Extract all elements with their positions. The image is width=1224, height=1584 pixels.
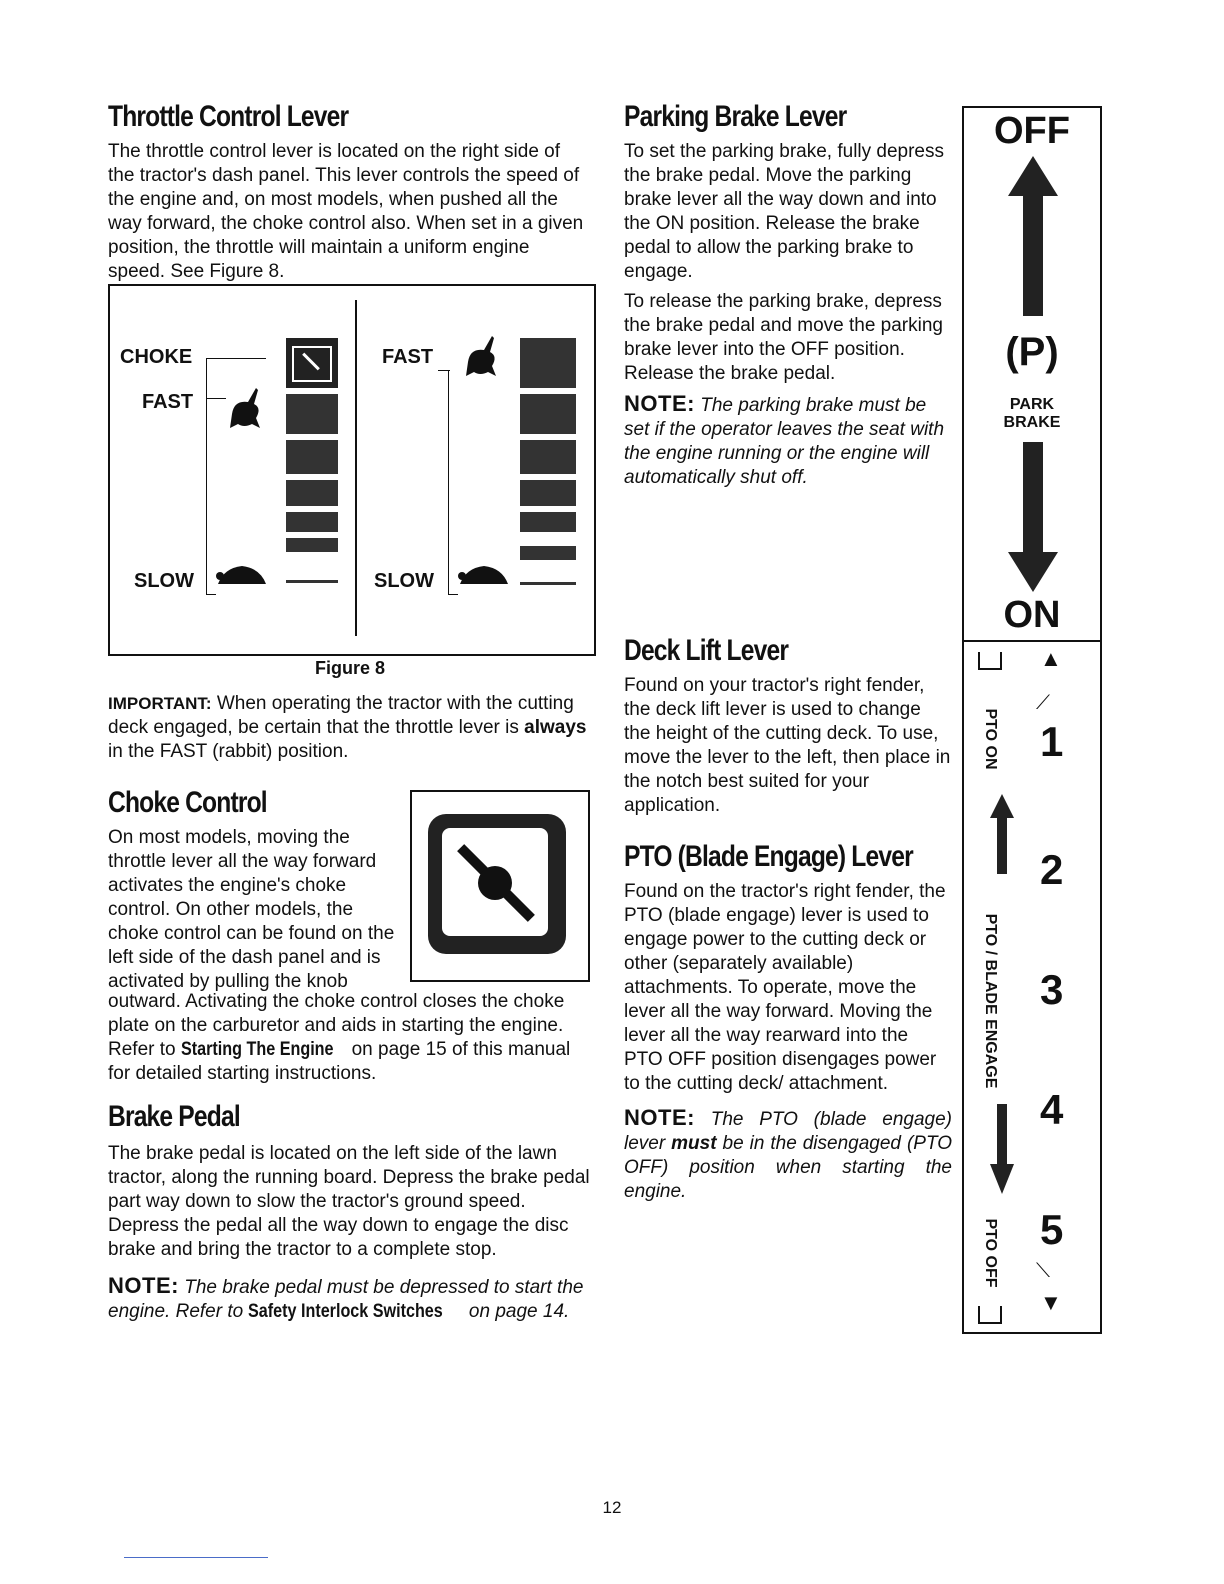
choke-section	[108, 786, 398, 994]
throttle-bar	[286, 538, 338, 552]
throttle-bar	[520, 512, 576, 532]
important-label: IMPORTANT:	[108, 694, 212, 713]
pto-note-end: be in the disengaged (PTO OFF) position when starting the engine.	[624, 1133, 953, 1202]
pto-off-label: PTO OFF	[982, 1218, 999, 1288]
on-label: ON	[1003, 594, 1061, 636]
important-text: When operating the tractor with the cutting deck engaged, be certain that the throttle lever is	[108, 693, 574, 738]
choke-body-2: outward. Activating the choke control closes the choke plate on the carburetor and aids in starting the engine. Refer to	[108, 991, 565, 1060]
throttle-bar	[286, 580, 338, 583]
throttle-bar	[520, 440, 576, 474]
parking-body-2: To release the parking brake, depress the brake pedal and move the parking brake lever into the OFF position. Release the brake pedal.	[624, 291, 943, 384]
pto-section	[624, 840, 952, 1204]
deck-icon	[978, 652, 1002, 670]
brake-heading: Brake Pedal	[108, 1100, 240, 1133]
position-5: 5	[1040, 1206, 1064, 1253]
turtle-icon	[456, 562, 512, 588]
throttle-heading: Throttle Control Lever	[108, 100, 349, 133]
deck-body: Found on your tractor's right fender, the deck lift lever is used to change the height of the cutting deck. To use, move the lever to the left, then place in the notch best suited for your application.	[624, 675, 951, 816]
pto-body: Found on the tractor's right fender, the PTO (blade engage) lever is used to engage power to the cutting deck or other (separately available) attachments. To operate, move the lever all the way forward. Moving the lever all the way rearward into the PTO OFF position disengages power to the cutting deck/ attachment.	[624, 881, 946, 1094]
deck-heading: Deck Lift Lever	[624, 634, 789, 667]
parking-section	[624, 100, 952, 490]
throttle-bar	[286, 440, 338, 474]
choke-heading: Choke Control	[108, 786, 267, 819]
brake-section	[108, 1100, 592, 1324]
arrow-up-small-icon: ▲	[1040, 646, 1062, 671]
park-brake-decal	[962, 106, 1102, 642]
important-text-end: in the FAST (rabbit) position.	[108, 741, 349, 762]
brake-body: The brake pedal is located on the left side of the lawn tractor, along the running board. Depress the brake pedal part way down to slow the tractor's ground speed. Depress the pedal all the way down to engage the disc brake and bring the tractor to a complete stop.	[108, 1143, 590, 1260]
deck-icon	[978, 1306, 1002, 1324]
slow-label-right: SLOW	[374, 570, 434, 592]
turtle-icon	[214, 562, 270, 588]
important-bold: always	[524, 717, 587, 738]
choke-body-3: on page 15 of this manual for detailed starting instructions.	[108, 1039, 571, 1084]
pto-decal	[962, 640, 1102, 1334]
brake-note-text: The brake pedal must be depressed to start the engine. Refer to	[108, 1277, 584, 1322]
position-1: 1	[1040, 718, 1064, 765]
throttle-bar	[286, 394, 338, 434]
choke-symbol-box	[286, 338, 338, 388]
rabbit-icon	[462, 332, 502, 382]
fast-label-left: FAST	[142, 391, 194, 413]
pto-on-label: PTO ON	[982, 708, 999, 770]
throttle-bar	[286, 512, 338, 532]
park-symbol-icon: (P)	[1005, 330, 1059, 374]
choke-symbol-figure	[410, 790, 590, 982]
position-4: 4	[1040, 1086, 1064, 1133]
pto-note-label: NOTE:	[624, 1105, 695, 1130]
throttle-bar	[520, 582, 576, 585]
brake-note-label: NOTE:	[108, 1273, 179, 1298]
figure-divider	[355, 300, 357, 636]
pto-heading: PTO (Blade Engage) Lever	[624, 840, 913, 873]
brake-note-ref: Safety Interlock Switches	[248, 1301, 444, 1322]
brake-label: BRAKE	[1003, 414, 1061, 431]
parking-heading: Parking Brake Lever	[624, 100, 847, 133]
arrow-down-icon	[1008, 442, 1058, 592]
deck-section	[624, 634, 952, 818]
brake-note-end: on page 14.	[463, 1301, 570, 1322]
park-label: PARK	[1009, 396, 1055, 413]
position-3: 3	[1040, 966, 1064, 1013]
footer-rule	[124, 1557, 268, 1558]
slow-label-left: SLOW	[134, 570, 194, 592]
choke-label: CHOKE	[120, 346, 193, 368]
throttle-bar	[520, 480, 576, 506]
choke-body-continued	[108, 990, 592, 1086]
pto-note-text: The PTO (blade engage) lever	[624, 1109, 952, 1154]
pto-note-bold: must	[671, 1133, 717, 1154]
throttle-track-right	[448, 370, 449, 594]
pto-blade-engage-label: PTO / BLADE ENGAGE	[982, 913, 999, 1089]
throttle-body: The throttle control lever is located on the right side of the tractor's dash panel. This lever controls the speed of the engine and, on most models, when pushed all the way forward, the choke control also. When set in a given position, the throttle will maintain a uniform engine speed. See Figure 8.	[108, 141, 584, 282]
throttle-bar	[520, 394, 576, 434]
throttle-bar	[520, 338, 576, 388]
page-number: 12	[602, 1498, 622, 1517]
fast-label-right: FAST	[382, 346, 434, 368]
parking-note-label: NOTE:	[624, 391, 695, 416]
position-2: 2	[1040, 846, 1064, 893]
parking-body-1: To set the parking brake, fully depress the brake pedal. Move the parking brake lever all the way down and into the ON position. Release the brake pedal to allow the parking brake to engage.	[624, 141, 945, 282]
blade-icon: ⟋	[1036, 692, 1050, 714]
throttle-track-left	[206, 358, 207, 594]
choke-body-1: On most models, moving the throttle lever all the way forward activates the engine's choke control. On other models, the choke control can be found on the left side of the dash panel and is activated by pulling the knob	[108, 827, 395, 992]
rabbit-icon	[226, 384, 266, 434]
throttle-bar	[520, 546, 576, 560]
throttle-bar	[286, 480, 338, 506]
important-note	[108, 692, 592, 764]
arrow-up-icon	[1008, 156, 1058, 316]
arrow-down-small-icon: ▼	[1040, 1290, 1062, 1315]
off-label: OFF	[994, 110, 1070, 152]
choke-ref: Starting The Engine	[180, 1039, 334, 1060]
throttle-section	[108, 100, 588, 284]
figure-caption: Figure 8	[314, 658, 385, 678]
blade-raised-icon: ⟍	[1036, 1260, 1050, 1282]
figure-8	[108, 284, 596, 656]
parking-note-text: The parking brake must be set if the operator leaves the seat with the engine running or the engine will automatically shut off.	[624, 395, 945, 488]
